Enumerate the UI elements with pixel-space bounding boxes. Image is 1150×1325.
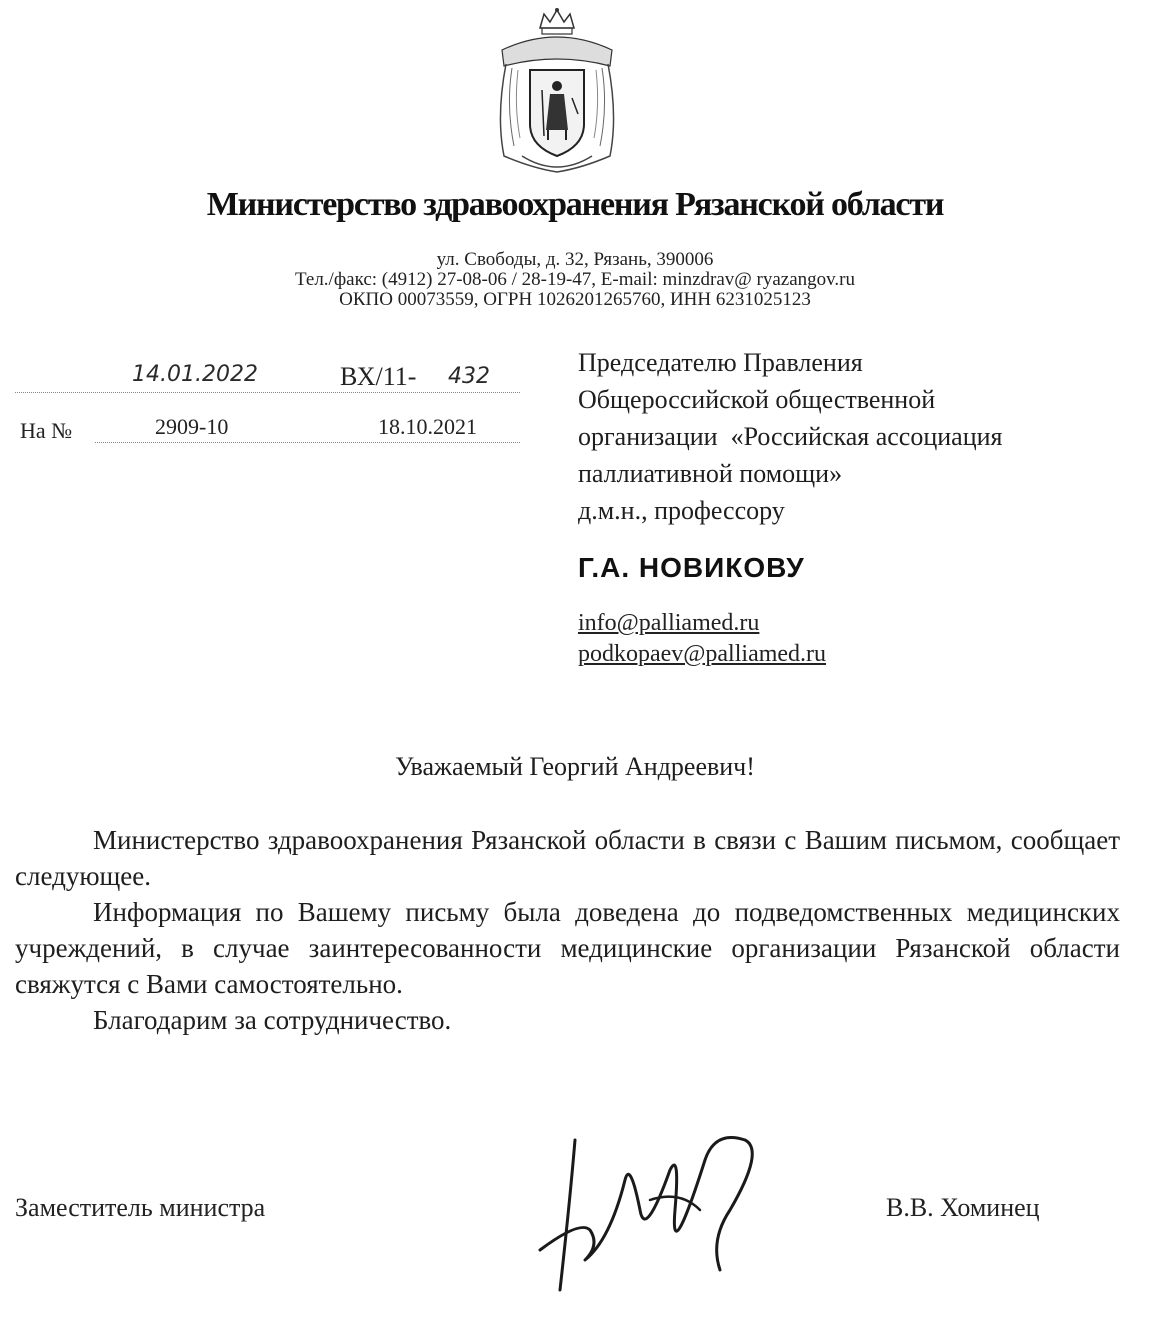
registration-line <box>15 392 520 393</box>
registration-date: 14.01.2022 <box>132 362 258 387</box>
signatory-name: В.В. Хоминец <box>886 1193 1040 1222</box>
address-line: ул. Свободы, д. 32, Рязань, 390006 <box>436 249 714 270</box>
reference-line <box>95 442 520 443</box>
recipient-line: Общероссийской общественной <box>578 385 936 414</box>
signatory-position: Заместитель министра <box>15 1193 266 1222</box>
greeting: Уважаемый Георгий Андреевич! <box>395 752 755 781</box>
coat-of-arms-emblem <box>492 6 622 176</box>
letter-body <box>15 822 1120 1038</box>
recipient-name: Г.А. НОВИКОВУ <box>578 552 805 583</box>
recipient-line: д.м.н., профессору <box>578 496 785 525</box>
body-paragraph: Министерство здравоохранения Рязанской области в связи с Вашим письмом, сообщает следующее. <box>15 825 1120 891</box>
registration-number-prefix: ВХ/11- <box>340 362 417 391</box>
recipient-line: организации «Российская ассоциация <box>578 422 1003 451</box>
recipient-email-podkopaev[interactable]: podkopaev@palliamed.ru <box>578 641 827 667</box>
recipient-block <box>578 344 1118 529</box>
recipient-line: паллиативной помощи» <box>578 459 843 488</box>
recipient-email-info[interactable]: info@palliamed.ru <box>578 610 760 636</box>
registration-number: 432 <box>448 364 490 389</box>
recipient-line: Председателю Правления <box>578 348 863 377</box>
reference-label: На № <box>20 418 73 443</box>
body-paragraph: Информация по Вашему письму была доведена до подведомственных медицинских учреждений, в случае заинтересованности медицинские организации Рязанской области свяжутся с Вами самостоятельно. <box>15 897 1120 999</box>
phone-email-line: Тел./факс: (4912) 27-08-06 / 28-19-47, E-mail: minzdrav@ ryazangov.ru <box>295 269 855 290</box>
registry-line: ОКПО 00073559, ОГРН 1026201265760, ИНН 6231025123 <box>339 289 811 310</box>
contact-block <box>0 250 1150 310</box>
reference-number: 2909-10 <box>155 414 229 439</box>
reference-date: 18.10.2021 <box>378 414 477 439</box>
organization-name: Министерство здравоохранения Рязанской области <box>206 186 944 223</box>
handwritten-signature <box>530 1120 790 1300</box>
body-paragraph: Благодарим за сотрудничество. <box>93 1005 452 1035</box>
